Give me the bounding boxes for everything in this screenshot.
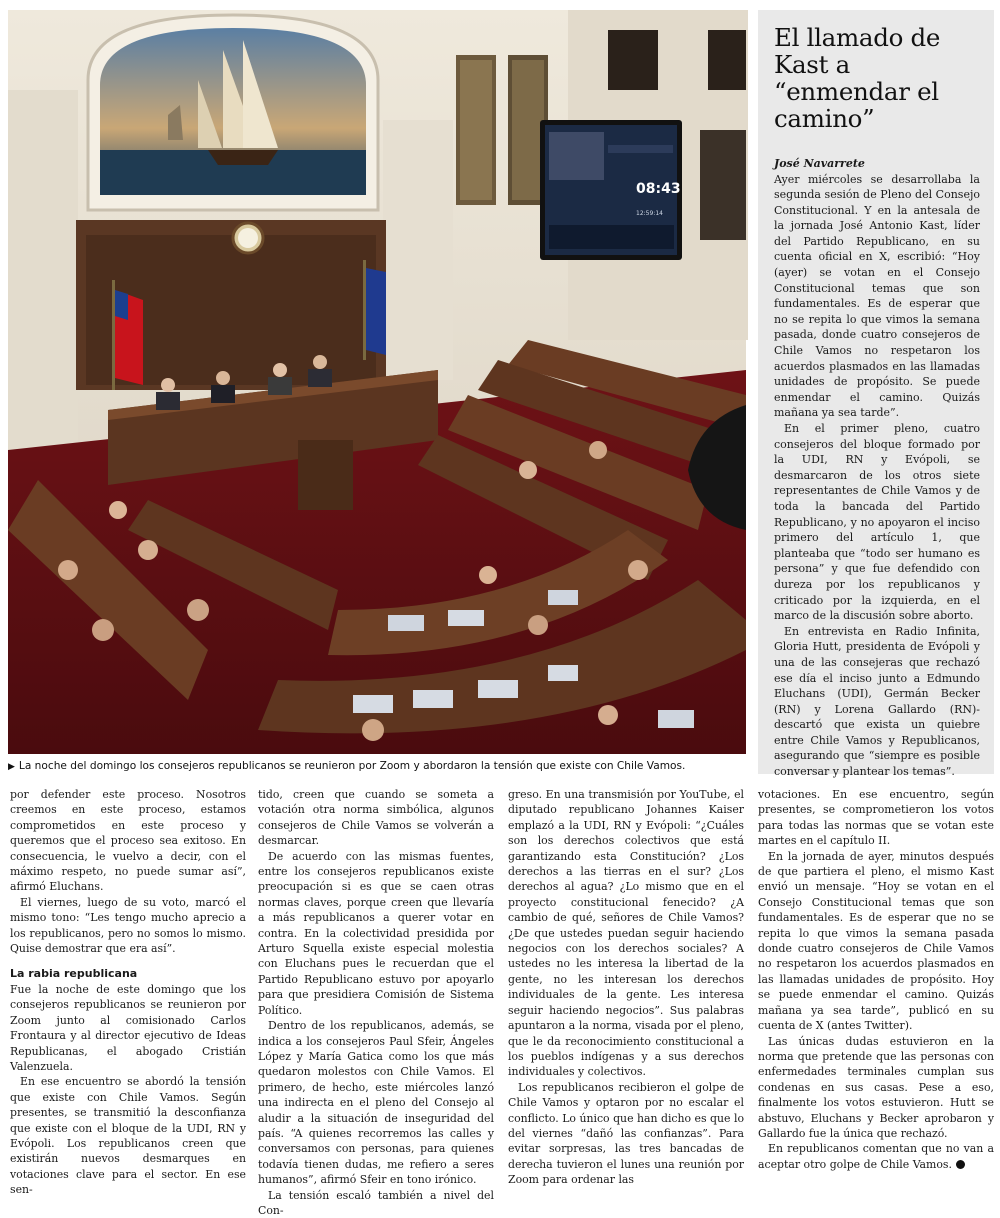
article-column-3 [508, 787, 744, 1187]
chamber-photo [8, 10, 746, 754]
article-paragraph: votaciones. En ese encuentro, según presentes, se comprometieron los votos para todas las normas que se votan este martes en el capítulo II. [758, 788, 994, 848]
screen-clock: 08:43 [636, 181, 681, 197]
article-paragraph: En ese encuentro se abordó la tensión que existe con Chile Vamos. Según presentes, se transmitió la desconfianza que existe con el bloque de la UDI, RN y Evópoli. Los republicanos creen que existirán nuevos desmarques en votaciones clave para el sector. En ese sen- [10, 1075, 246, 1197]
sidebar-paragraph: En entrevista en Radio Infinita, Gloria Hutt, presidenta de Evópoli y una de las consejeras que rechazó ese día el inciso junto a Edmundo Eluchans (UDI), Germán Becker (RN) y Lorena Gallardo (RN)- descartó que exista un quiebre entre Chile Vamos y Republicanos, asegurando que “siempre es posible conversar y plantear los temas”. [774, 624, 980, 779]
article-column-4 [758, 787, 994, 1171]
screen-time2: 12:59:14 [636, 210, 663, 217]
article-paragraph: greso. En una transmisión por YouTube, el diputado republicano Johannes Kaiser emplazó a la UDI, RN y Evópoli: “¿Cuáles son los derechos colectivos que está garantizando esta Constitución? ¿Los derechos a las tierras en el sur? ¿Los derechos al agua? ¿Lo mismo que en el proyecto constitucional fenecido? ¿A cambio de qué, señores de Chile Vamos? ¿De que ustedes puedan seguir haciendo negocios con los derechos sociales? A ustedes no les interesa la libertad de la gente, no les interesan los derechos individuales de la gente. Les interesa seguir haciendo negocios”. Sus palabras apuntaron a la norma, visada por el pleno, que le da reconocimiento constitucional a los pueblos indígenas y a sus derechos individuales y colectivos. [508, 788, 744, 1079]
article-paragraph [758, 1141, 994, 1172]
section-heading: La rabia republicana [10, 967, 138, 981]
article-paragraph: El viernes, luego de su voto, marcó el mismo tono: “Les tengo mucho aprecio a los republicanos, pero no somos lo mismo. Quise demostrar que era así”. [10, 895, 246, 956]
article-paragraph: En la jornada de ayer, minutos después de que partiera el pleno, el mismo Kast envió un mensaje. “Hoy se votan en el Consejo Constitucional temas que son fundamentales. Es de esperar que no se repita lo que vimos la semana pasada donde cuatro consejeros de Chile Vamos no respetaron los acuerdos plasmados en las llamadas unidades de propósito. Hoy se puede enmendar el camino. Quizás mañana ya sea tarde”, publicó en su cuenta de X (antes Twitter). [758, 849, 994, 1033]
article-paragraph: La tensión escaló también a nivel del Con- [258, 1188, 494, 1217]
end-of-article-icon [956, 1160, 965, 1169]
article-paragraph: Dentro de los republicanos, además, se indica a los consejeros Paul Sfeir, Ángeles López y María Gatica como los que más quedaron molestos con Chile Vamos. El primero, de hecho, este miércoles lanzó una indirecta en el pleno del Consejo al aludir a la situación de inseguridad del país. “A quienes recorremos las calles y conversamos con personas, para quienes todavía tienen dudas, me refiero a seres humanos”, afirmó Sfeir en tono irónico. [258, 1019, 494, 1187]
photo-caption [8, 758, 746, 775]
sidebar-paragraph: Ayer miércoles se desarrollaba la segunda sesión de Pleno del Consejo Constitucional. Y en la antesala de la jornada José Antonio Kast, líder del Partido Republicano, en su cuenta oficial en X, escribió: “Hoy (ayer) se votan en el Consejo Constitucional temas que son fundamentales. Es de esperar que no se repita lo que vimos la semana pasada, donde cuatro consejeros de Chile Vamos no respetaron los acuerdos plasmados en las llamadas unidades de propósito. Se puede enmendar el camino. Quizás mañana ya sea tarde”. [774, 172, 980, 420]
article-paragraph: Fue la noche de este domingo que los consejeros republicanos se reunieron por Zoom junto al comisionado Carlos Frontaura y al director ejecutivo de Ideas Republicanas, el abogado Cristián Valenzuela. [10, 982, 246, 1073]
article-paragraph: tido, creen que cuando se someta a votación otra norma simbólica, algunos consejeros de Chile Vamos se volverán a desmarcar. [258, 788, 494, 848]
article-column-2 [258, 787, 494, 1217]
sidebar-box [758, 10, 994, 779]
article-paragraph: Las únicas dudas estuvieron en la norma que pretende que las personas con enfermedades terminales cumplan sus condenas en sus casas. Pese a eso, finalmente los votos estuvieron. Hutt se abstuvo, Eluchans y Becker aprobaron y Gallardo fue la única que rechazó. [758, 1034, 994, 1140]
sidebar-paragraph: En el primer pleno, cuatro consejeros del bloque formado por la UDI, RN y Evópoli, se desmarcaron de los otros siete representantes de Chile Vamos y de toda la bancada del Partido Republicano, y no apoyaron el inciso primero del artículo 1, que planteaba que “todo ser humano es persona” y que fue defendido con dureza por los republicanos y criticado por la izquierda, en el marco de la discusión sobre aborto. [774, 422, 980, 623]
sidebar-title: El llamado de Kast a “enmendar el camino” [774, 23, 941, 133]
final-paragraph-text: En republicanos comentan que no van a aceptar otro golpe de Chile Vamos. [758, 1142, 994, 1171]
article-column-1 [10, 787, 246, 1197]
caption-triangle-icon: ▶ [8, 762, 15, 772]
article-paragraph: por defender este proceso. Nosotros creemos en este proceso, estamos comprometidos en este proceso y queremos que el proceso sea exitoso. En consecuencia, le vuelvo a decir, con el máximo respeto, no puede sumar así”, afirmó Eluchans. [10, 788, 246, 894]
article-paragraph: De acuerdo con las mismas fuentes, entre los consejeros republicanos existe preocupación si es que se caen otras normas claves, porque creen que llevaría a más republicanos a querer votar en contra. En la colectividad presidida por Arturo Squella existe especial molestia con Eluchans pues le recuerdan que el Partido Republicano estuvo por apoyarlo para que presidiera Comisión de Sistema Político. [258, 849, 494, 1017]
article-paragraph: Los republicanos recibieron el golpe de Chile Vamos y optaron por no escalar el conflicto. Lo único que han dicho es que lo del viernes “dañó las confianzas”. Para evitar sorpresas, las tres bancadas de derecha tuvieron el lunes una reunión por Zoom para ordenar las [508, 1080, 744, 1187]
sidebar-author: José Navarrete [774, 157, 865, 170]
caption-text: La noche del domingo los consejeros republicanos se reunieron por Zoom y abordaron la tensión que existe con Chile Vamos. [18, 760, 686, 772]
